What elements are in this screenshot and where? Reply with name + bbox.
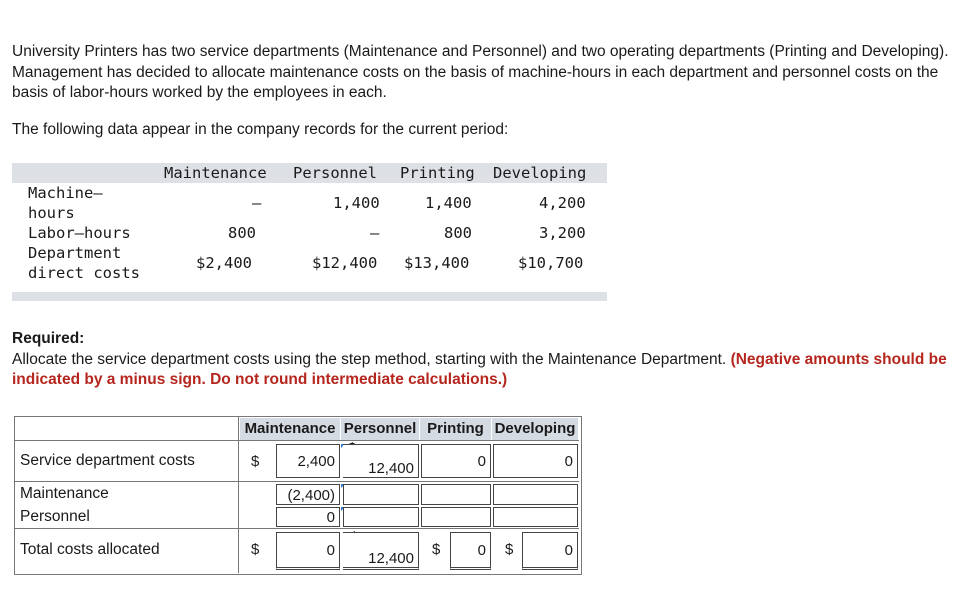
total-maintenance[interactable]: 0 xyxy=(276,532,340,570)
row-label-service-costs: Service department costs xyxy=(20,452,195,469)
input-pers-personnel[interactable] xyxy=(343,507,419,527)
answer-header-developing: Developing xyxy=(492,418,578,440)
required-instructions xyxy=(12,350,962,390)
data-cell: 800 xyxy=(444,224,472,242)
data-cell: 4,200 xyxy=(539,194,586,212)
required-note: (Negative amounts should be indicated by a minus sign. Do not round intermediate calculations.) xyxy=(12,351,947,388)
data-cell: 1,400 xyxy=(333,194,380,212)
dollar-sign: $ xyxy=(251,541,260,558)
input-pers-developing[interactable] xyxy=(493,507,578,527)
data-cell: $13,400 xyxy=(404,254,470,272)
answer-header-maintenance: Maintenance xyxy=(240,418,340,440)
input-pers-printing[interactable] xyxy=(421,507,491,527)
answer-header-printing: Printing xyxy=(420,418,491,440)
data-table-footer-band xyxy=(12,292,607,301)
data-header-printing: Printing xyxy=(400,164,475,182)
data-cell: – xyxy=(252,194,262,212)
dollar-sign: $ xyxy=(251,453,260,470)
data-cell: 800 xyxy=(228,224,256,242)
total-printing[interactable]: 0 xyxy=(450,532,491,570)
input-service-developing[interactable]: 0 xyxy=(493,444,578,478)
data-row-label: hours xyxy=(28,204,75,222)
data-header-developing: Developing xyxy=(493,164,587,182)
total-developing[interactable]: 0 xyxy=(522,532,578,570)
data-lead-text: The following data appear in the company records for the current period: xyxy=(12,121,509,138)
data-cell: $2,400 xyxy=(196,254,252,272)
input-maint-developing[interactable] xyxy=(493,484,578,505)
data-row-label: Department xyxy=(28,244,122,262)
data-cell: – xyxy=(370,224,380,242)
input-service-personnel[interactable]: 12,400 xyxy=(343,444,419,478)
data-cell: $12,400 xyxy=(312,254,378,272)
dollar-sign: $ xyxy=(432,541,441,558)
input-service-printing[interactable]: 0 xyxy=(421,444,491,478)
required-text: Allocate the service department costs using the step method, starting with the Maintenance Department. xyxy=(12,351,727,368)
input-maint-personnel[interactable] xyxy=(343,484,419,505)
dollar-sign: $ xyxy=(505,541,514,558)
data-cell: $10,700 xyxy=(518,254,584,272)
required-title: Required: xyxy=(12,330,85,347)
row-label-total: Total costs allocated xyxy=(20,541,160,558)
data-row-label: Labor–hours xyxy=(28,224,131,242)
total-personnel[interactable]: 12,400 xyxy=(343,532,419,570)
data-cell: 3,200 xyxy=(539,224,586,242)
data-row-label: direct costs xyxy=(28,264,140,282)
data-row-label: Machine– xyxy=(28,184,103,202)
data-cell: 1,400 xyxy=(425,194,472,212)
input-maint-printing[interactable] xyxy=(421,484,491,505)
problem-intro: University Printers has two service departments (Maintenance and Personnel) and two operating departments (Printing and Developing). Management has decided to allocate maintenance costs on the basis of machine-hours in each department and personnel costs on the basis of labor-hours worked by the employees in each. xyxy=(12,43,949,101)
input-maint-maintenance[interactable]: (2,400) xyxy=(276,484,340,505)
data-header-personnel: Personnel xyxy=(293,164,377,182)
input-service-maintenance[interactable]: 2,400 xyxy=(276,444,340,478)
row-label-personnel: Personnel xyxy=(20,508,90,525)
data-header-maintenance: Maintenance xyxy=(164,164,267,182)
row-label-maintenance: Maintenance xyxy=(20,485,109,502)
input-pers-maintenance[interactable]: 0 xyxy=(276,507,340,527)
answer-header-personnel: Personnel xyxy=(341,418,419,440)
